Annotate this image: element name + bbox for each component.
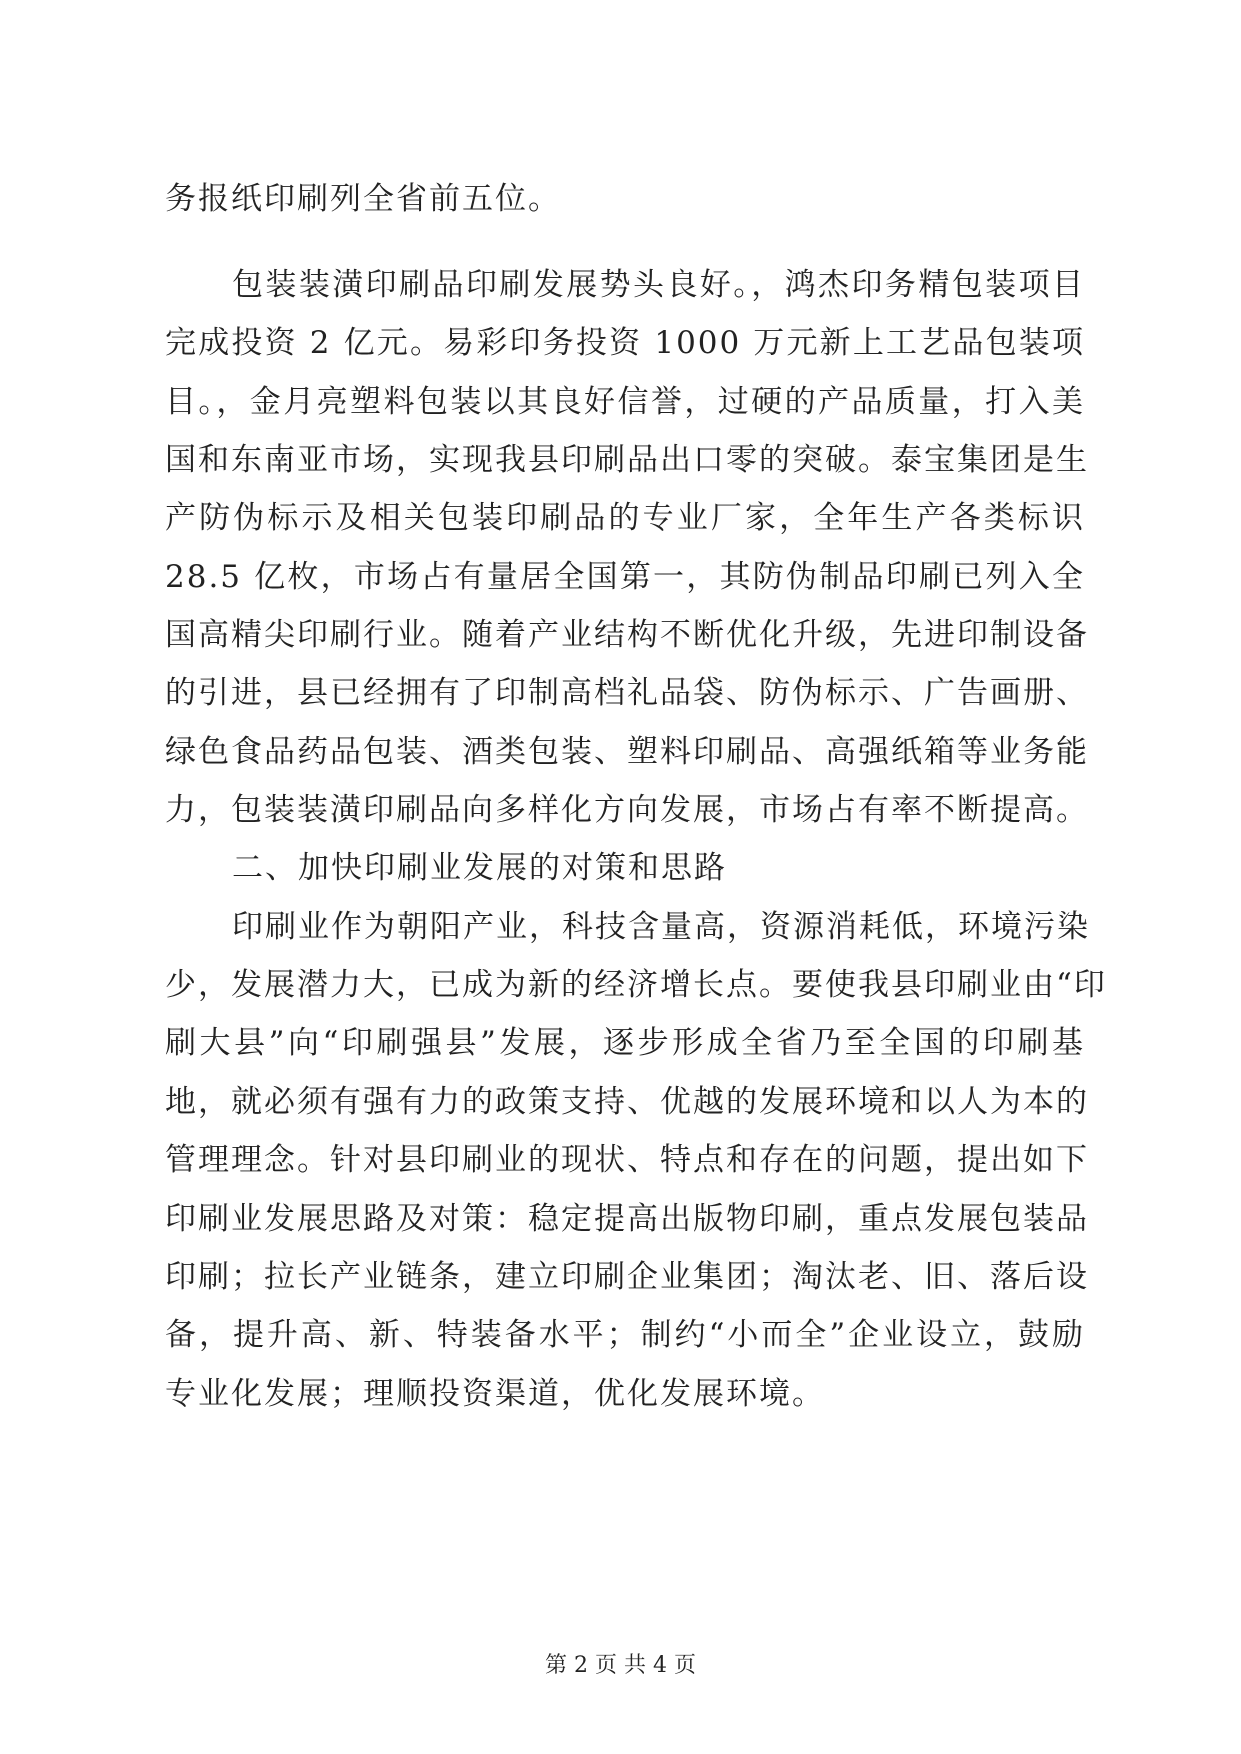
text-line: 管理理念。针对县印刷业的现状、特点和存在的问题，提出如下 — [165, 1142, 1089, 1178]
text-line: 目。，金月亮塑料包装以其良好信誉，过硬的产品质量，打入美 — [165, 384, 1085, 420]
text-line: 的引进，县已经拥有了印制高档礼品袋、防伪标示、广告画册、 — [165, 675, 1089, 711]
paragraph-first-line: 印刷业作为朝阳产业，科技含量高，资源消耗低，环境污染 — [232, 909, 1090, 945]
text-line: 务报纸印刷列全省前五位。 — [165, 181, 561, 217]
text-line: 地，就必须有强有力的政策支持、优越的发展环境和以人为本的 — [165, 1084, 1089, 1120]
text-line: 少，发展潜力大，已成为新的经济增长点。要使我县印刷业由“印 — [165, 967, 1107, 1003]
text-line: 力，包装装潢印刷品向多样化方向发展，市场占有率不断提高。 — [165, 792, 1089, 828]
text-line: 国和东南亚市场，实现我县印刷品出口零的突破。泰宝集团是生 — [165, 442, 1089, 478]
text-line: 产防伪标示及相关包装印刷品的专业厂家，全年生产各类标识 — [165, 500, 1085, 536]
text-line: 28.5 亿枚，市场占有量居全国第一，其防伪制品印刷已列入全 — [165, 559, 1085, 595]
text-line: 备，提升高、新、特装备水平；制约“小而全”企业设立，鼓励 — [165, 1317, 1085, 1353]
section-heading: 二、加快印刷业发展的对策和思路 — [232, 850, 727, 886]
text-line: 绿色食品药品包装、酒类包装、塑料印刷品、高强纸箱等业务能 — [165, 734, 1089, 770]
paragraph-first-line: 包装装潢印刷品印刷发展势头良好。，鸿杰印务精包装项目 — [232, 267, 1085, 303]
text-line: 专业化发展；理顺投资渠道，优化发展环境。 — [165, 1376, 825, 1412]
text-line: 印刷业发展思路及对策：稳定提高出版物印刷，重点发展包装品 — [165, 1201, 1089, 1237]
page-number-footer: 第 2 页 共 4 页 — [545, 1653, 696, 1678]
text-line: 印刷；拉长产业链条，建立印刷企业集团；淘汰老、旧、落后设 — [165, 1259, 1089, 1295]
text-line: 刷大县”向“印刷强县”发展，逐步形成全省乃至全国的印刷基 — [165, 1025, 1085, 1061]
text-line: 国高精尖印刷行业。随着产业结构不断优化升级，先进印制设备 — [165, 617, 1089, 653]
text-line: 完成投资 2 亿元。易彩印务投资 1000 万元新上工艺品包装项 — [165, 325, 1085, 361]
